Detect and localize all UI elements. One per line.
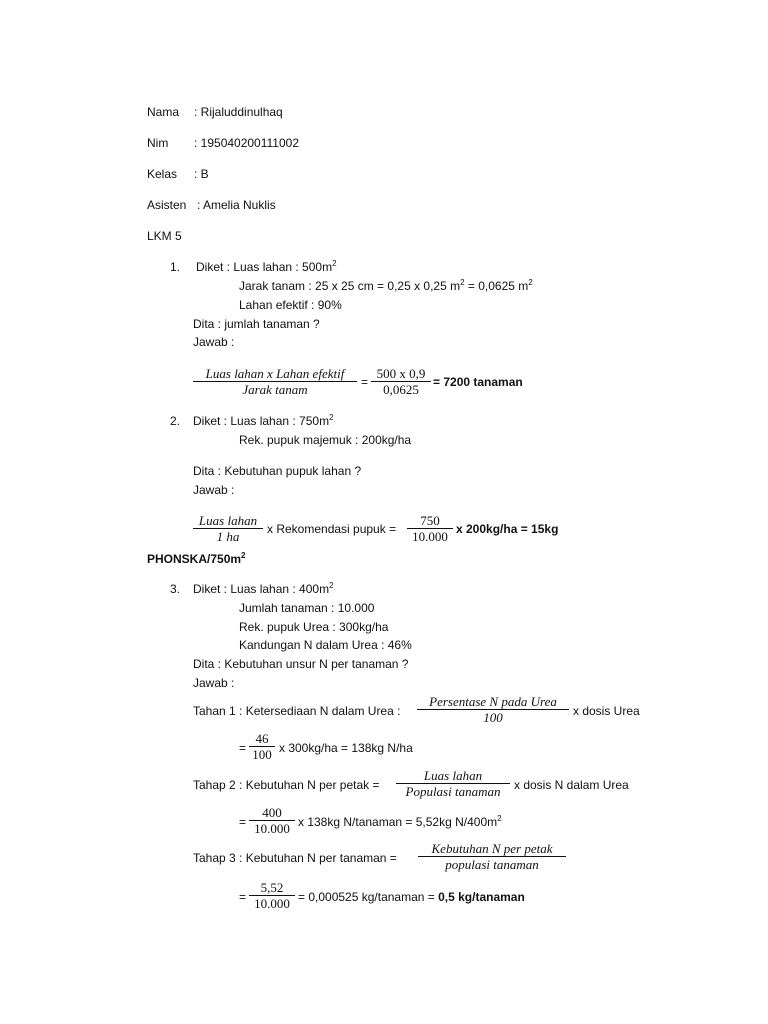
q2-fraction-2: 750 10.000 [407,513,453,544]
q3-tahap2-label: Tahap 2 : Kebutuhan N per petak = [193,778,380,792]
q3-tahap1-label: Tahan 1 : Ketersediaan N dalam Urea : [193,704,401,718]
q2-mid: x Rekomendasi pupuk = [267,522,397,536]
q2-result: x 200kg/ha = 15kg [456,522,559,536]
q2-dita: Dita : Kebutuhan pupuk lahan ? [193,464,362,478]
q3-dita: Dita : Kebutuhan unsur N per tanaman ? [193,657,409,671]
q2-diket: Diket : Luas lahan : $750m^2$ [193,413,334,428]
q1-diket: Diket : Luas lahan : $500m^2$ [196,259,337,274]
q3-number: 3. [170,582,181,596]
nama-value: : Rijaluddinulhaq [194,105,283,119]
q1-fraction-1: Luas lahan x Lahan efektif Jarak tanam [193,366,357,397]
q1-jawab: Jawab : [193,335,235,349]
q2-fraction-1: Luas lahan 1 ha [193,513,263,544]
q3-tahap1-after: x dosis Urea [573,704,640,718]
q3-tahap1-fraction: Persentase N pada Urea 100 [417,694,569,725]
nim-label: Nim [147,136,169,150]
kelas-value: : B [194,167,209,181]
q1-number: 1. [170,260,181,274]
asisten-value: : Amelia Nuklis [197,198,276,212]
q3-tahap2b-after: x 138kg N/tanaman = 5,52kg $N/400m^2$ [298,814,502,829]
q1-result: = 7200 tanaman [433,375,523,389]
q1-dita: Dita : jumlah tanaman ? [193,317,320,331]
q3-jumlah: Jumlah tanaman : 10.000 [239,601,375,615]
q1-jarak: Jarak tanam : 25 x 25 cm = 0,25 x 0,25 $m^2 = 0,0625$ $m^2$ [239,278,533,293]
q3-diket: Diket : Luas lahan : $400m^2$ [193,581,334,596]
q3-tahap1b-after: x 300kg/ha = 138kg N/ha [279,741,413,755]
nama-label: Nama [147,105,180,119]
q3-tahap1b-fraction: 46 100 [249,731,275,762]
q3-tahap2-after: x dosis N dalam Urea [514,778,629,792]
q2-jawab: Jawab : [193,483,235,497]
q3-tahap3-fraction: Kebutuhan N per petak populasi tanaman [418,841,566,872]
q3-kandungan: Kandungan N dalam Urea : 46% [239,638,412,652]
q3-tahap1b-eq: = [239,741,247,755]
kelas-label: Kelas [147,167,178,181]
q3-tahap2-fraction: Luas lahan Populasi tanaman [396,768,510,799]
q3-tahap3b-fraction: 5,52 10.000 [249,880,295,911]
q2-rek: Rek. pupuk majemuk : 200kg/ha [239,433,412,447]
q3-rek: Rek. pupuk Urea : 300kg/ha [239,620,389,634]
q3-tahap2b-eq: = [239,815,247,829]
q3-tahap2b-fraction: 400 10.000 [249,805,295,836]
nim-value: : 195040200111002 [194,136,299,150]
q1-fraction-2: 500 x 0,9 0,0625 [371,366,431,397]
q3-tahap3-label: Tahap 3 : Kebutuhan N per tanaman = [193,851,397,865]
q2-phonska: PHONSKA/$750m^2$ [147,551,246,566]
document-title: LKM 5 [147,229,182,243]
q3-tahap3b-after: = 0,000525 kg/tanaman = 0,5 kg/tanaman [298,890,525,904]
q1-equals: = [361,375,369,389]
asisten-label: Asisten [147,198,187,212]
q1-efektif: Lahan efektif : 90% [239,298,342,312]
q3-jawab: Jawab : [193,676,235,690]
q3-tahap3b-eq: = [239,890,247,904]
q2-number: 2. [170,414,181,428]
